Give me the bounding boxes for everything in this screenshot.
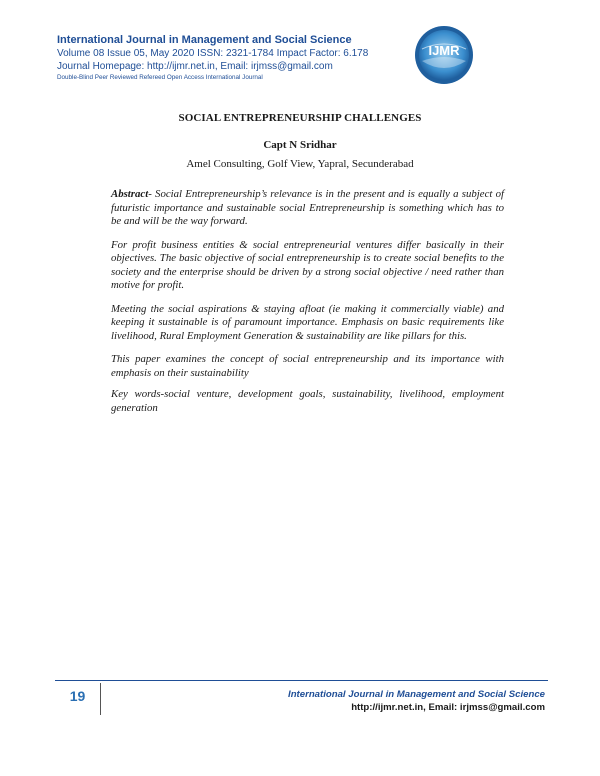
author-affiliation: Amel Consulting, Golf View, Yapral, Secunderabad bbox=[186, 158, 414, 170]
paper-title: SOCIAL ENTREPRENEURSHIP CHALLENGES bbox=[178, 112, 422, 124]
abstract-text: - Social Entrepreneurship’s relevance is in the present and is equally a subject of futuristic importance and sustainable social Entrepreneurship is something which has to be and will be the way forward. bbox=[111, 188, 504, 227]
journal-header bbox=[57, 33, 397, 83]
abstract-section bbox=[111, 188, 504, 425]
journal-logo bbox=[414, 25, 474, 85]
review-note: Double-Blind Peer Reviewed Refereed Open Access International Journal bbox=[57, 74, 263, 81]
abstract-paragraph: Meeting the social aspirations & staying afloat (ie making it commercially viable) and keeping it sustainable is of paramount importance. Emphasis on basic requirements like livelihood, Rural Employment Generation & sustainability are like pillars for this. bbox=[111, 302, 504, 342]
issue-info: Volume 08 Issue 05, May 2020 ISSN: 2321-1784 Impact Factor: 6.178 bbox=[57, 48, 369, 59]
footer-journal: International Journal in Management and Social Science bbox=[288, 689, 545, 700]
footer bbox=[288, 688, 545, 714]
author-name: Capt N Sridhar bbox=[263, 139, 337, 151]
footer-website: http://ijmr.net.in, Email: irjmss@gmail.com bbox=[351, 702, 545, 713]
keywords: Key words-social venture, development goals, sustainability, livelihood, employment generation bbox=[111, 388, 504, 414]
abstract-label: Abstract bbox=[111, 188, 149, 200]
logo-text: IJMR bbox=[428, 43, 460, 58]
footer-divider bbox=[55, 680, 548, 681]
homepage-info: Journal Homepage: http://ijmr.net.in, Email: irjmss@gmail.com bbox=[57, 61, 333, 72]
journal-name: International Journal in Management and Social Science bbox=[57, 34, 352, 46]
abstract-paragraph bbox=[111, 188, 504, 229]
page-number: 19 bbox=[69, 688, 86, 704]
abstract-paragraph: This paper examines the concept of social entrepreneurship and its importance with emphasis on their sustainability bbox=[111, 353, 504, 379]
abstract-paragraph: For profit business entities & social entrepreneurial ventures differ basically in their objectives. The basic objective of social entrepreneurship is to create social benefits to the society and the enterprise should be driven by a strong social objective / need rather than motive for profit. bbox=[111, 238, 504, 291]
page-number-box bbox=[55, 683, 101, 715]
